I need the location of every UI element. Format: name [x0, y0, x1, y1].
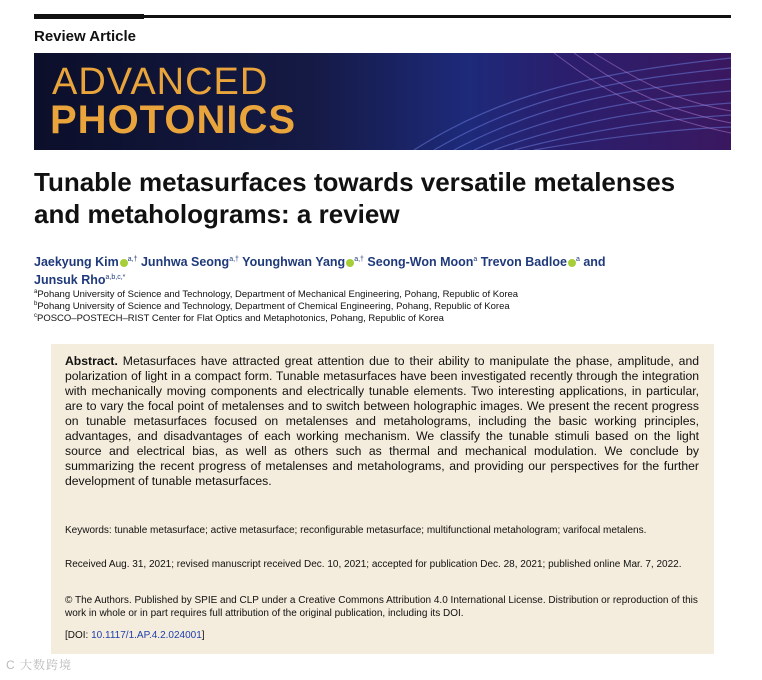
- affiliation-text: Pohang University of Science and Technology, Department of Mechanical Engineering, Pohang, Republic of Korea: [37, 289, 519, 301]
- affiliation: [34, 310, 734, 325]
- orcid-icon[interactable]: [568, 259, 576, 267]
- doi-link[interactable]: 10.1117/1.AP.4.2.024001: [91, 630, 202, 641]
- doi-suffix: ]: [201, 630, 205, 641]
- abstract-label: Abstract.: [65, 354, 118, 368]
- publication-dates: Received Aug. 31, 2021; revised manuscript received Dec. 10, 2021; accepted for publication Dec. 28, 2021; published online Mar. 7, 2022.: [65, 559, 682, 570]
- author-affil-mark: a,†: [127, 256, 138, 263]
- abstract-box: [51, 344, 714, 654]
- journal-name-line2: PHOTONICS: [50, 98, 297, 142]
- author-affil-mark: a,†: [229, 256, 239, 263]
- author-name[interactable]: Trevon Badloe: [480, 255, 567, 270]
- affiliation-text: POSCO–POSTECH–RIST Center for Flat Optics and Metaphotonics, Pohang, Republic of Korea: [37, 313, 444, 325]
- affiliation-text: Pohang University of Science and Technology, Department of Chemical Engineering, Pohang, Republic of Korea: [37, 301, 510, 313]
- author-name[interactable]: Junhwa Seong: [140, 255, 230, 270]
- header-rule: [34, 15, 731, 18]
- watermark: C 大数跨境: [6, 658, 73, 672]
- author-name[interactable]: Jaekyung Kim: [34, 255, 119, 270]
- author-list: [34, 252, 734, 288]
- authors-and: and: [583, 255, 606, 270]
- orcid-icon[interactable]: [120, 259, 128, 267]
- author-name[interactable]: Younghwan Yang: [242, 255, 346, 270]
- doi-line: [65, 629, 699, 642]
- article-title: Tunable metasurfaces towards versatile metalenses and metaholograms: a review: [34, 167, 676, 229]
- doi-prefix: [DOI:: [65, 630, 92, 641]
- author-name[interactable]: Junsuk Rho: [34, 273, 106, 288]
- orcid-icon[interactable]: [346, 259, 354, 267]
- author-name[interactable]: Seong-Won Moon: [367, 255, 474, 270]
- article-type: Review Article: [34, 28, 136, 45]
- license-notice: © The Authors. Published by SPIE and CLP under a Creative Commons Attribution 4.0 International License. Distribution or reproduction of this work in whole or in part requires full attribution of the original publication, including its DOI.: [65, 595, 698, 619]
- journal-banner: [34, 53, 731, 150]
- author-affil-mark: a,b,c,*: [105, 274, 126, 282]
- abstract: [65, 354, 699, 489]
- author-affil-mark: a,†: [354, 256, 364, 263]
- author-affil-mark: a: [473, 256, 478, 263]
- keywords: Keywords: tunable metasurface; active metasurface; reconfigurable metasurface; multifunctional metahologram; varifocal metalens.: [65, 525, 647, 536]
- affiliation-mark: b: [34, 301, 38, 307]
- author-affil-mark: a: [575, 256, 580, 263]
- affiliation-mark: c: [34, 313, 37, 319]
- affiliation-mark: a: [34, 289, 38, 295]
- journal-name-line1: ADVANCED: [52, 61, 269, 103]
- abstract-text: Metasurfaces have attracted great attention due to their ability to manipulate the phase, amplitude, and polarization of light in a compact form. Tunable metasurfaces have been investigated recently through the integration with mechanically moving components and electrically tunable elements. Two interesting applications, in particular, are to vary the focal point of metalenses and to switch between holographic images. We present the recent progress on tunable metasurfaces focused on metalenses and metaholograms, including the basic working principles, advantages, and disadvantages of each working mechanism. We classify the tunable stimuli based on the light source and electrical bias, as well as others such as thermal and mechanical modulation. We conclude by summarizing the recent progress of metalenses and metaholograms, and providing our perspectives for the further development of tunable metasurfaces.: [65, 354, 700, 488]
